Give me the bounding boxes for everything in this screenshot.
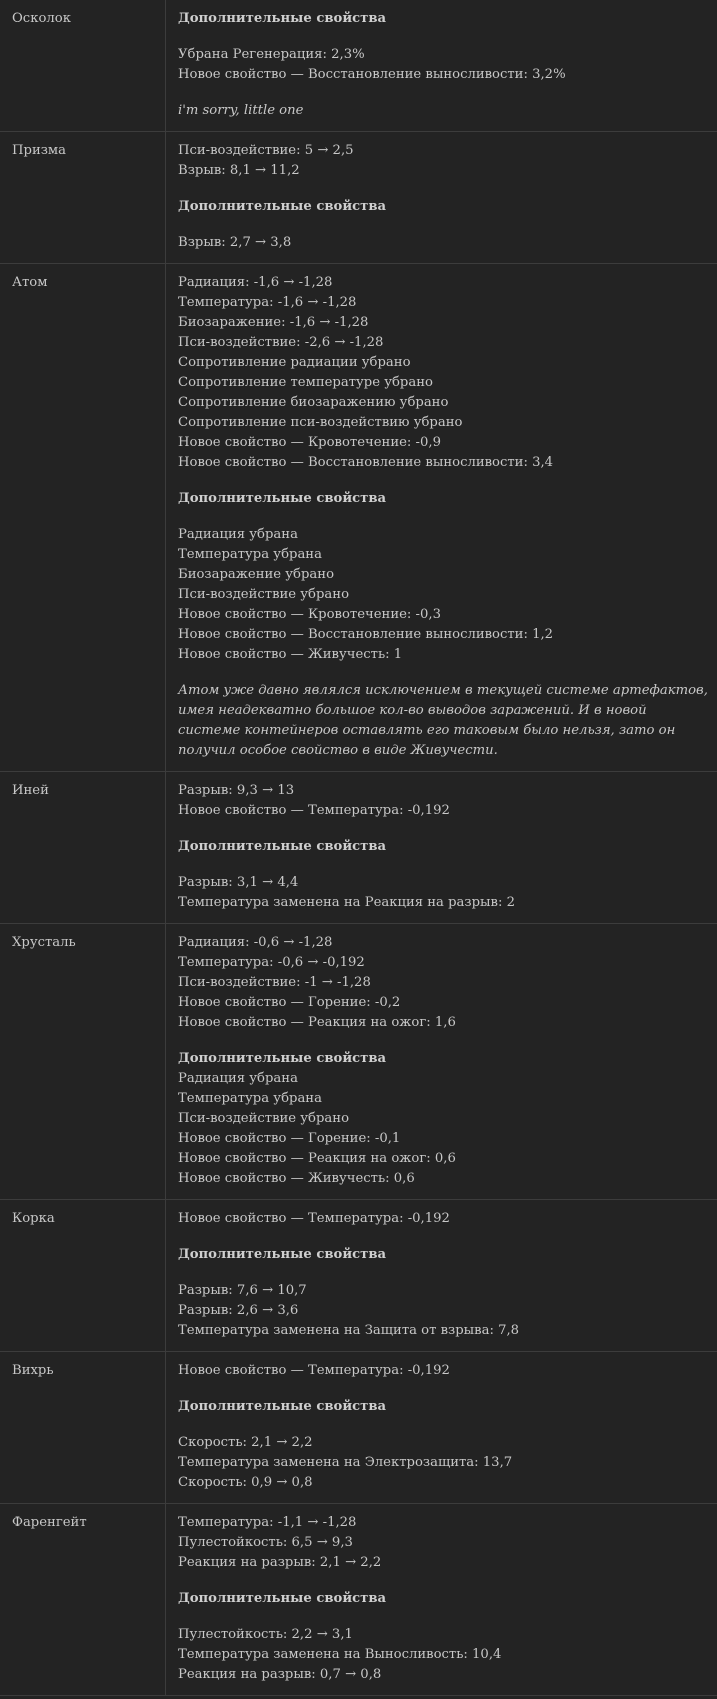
section-heading: Дополнительные свойства xyxy=(178,1591,387,1606)
property-line: Сопротивление температуре убрано xyxy=(178,375,433,390)
property-line: Новое свойство — Реакция на ожог: 0,6 xyxy=(178,1151,456,1166)
table-row xyxy=(0,132,717,264)
artifact-changes xyxy=(166,1200,717,1352)
property-line: Реакция на разрыв: 2,1 → 2,2 xyxy=(178,1555,382,1570)
property-line: Радиация убрана xyxy=(178,527,298,542)
property-line: Радиация: -1,6 → -1,28 xyxy=(178,275,333,290)
property-line: Пси-воздействие убрано xyxy=(178,587,350,602)
property-line: Температура заменена на Защита от взрыва: 7,8 xyxy=(178,1323,520,1338)
property-line: Температура: -1,6 → -1,28 xyxy=(178,295,357,310)
property-line: Новое свойство — Реакция на ожог: 1,6 xyxy=(178,1015,456,1030)
property-line: Температура заменена на Выносливость: 10,4 xyxy=(178,1647,502,1662)
property-line: Биозаражение убрано xyxy=(178,567,335,582)
property-line: Новое свойство — Живучесть: 1 xyxy=(178,647,403,662)
paragraph-gap xyxy=(178,29,711,45)
property-line: Убрана Регенерация: 2,3% xyxy=(178,47,365,62)
artifact-changes xyxy=(166,264,717,772)
artifact-changes xyxy=(166,1352,717,1504)
property-line: Пулестойкость: 6,5 → 9,3 xyxy=(178,1535,353,1550)
artifact-name: Иней xyxy=(0,772,166,924)
property-line: Новое свойство — Горение: -0,1 xyxy=(178,1131,401,1146)
property-line: Температура: -0,6 → -0,192 xyxy=(178,955,365,970)
section-heading: Дополнительные свойства xyxy=(178,1247,387,1262)
property-line: Новое свойство — Восстановление выносливости: 3,2% xyxy=(178,67,566,82)
property-line: Сопротивление радиации убрано xyxy=(178,355,411,370)
paragraph-gap xyxy=(178,85,711,101)
paragraph-gap xyxy=(178,665,711,681)
table-row xyxy=(0,772,717,924)
table-row xyxy=(0,1200,717,1352)
property-line: Пси-воздействие: 5 → 2,5 xyxy=(178,143,354,158)
property-line: Новое свойство — Температура: -0,192 xyxy=(178,1211,450,1226)
property-line: Новое свойство — Горение: -0,2 xyxy=(178,995,401,1010)
paragraph-gap xyxy=(178,1609,711,1625)
paragraph-gap xyxy=(178,473,711,489)
property-line: Скорость: 0,9 → 0,8 xyxy=(178,1475,313,1490)
section-heading: Дополнительные свойства xyxy=(178,199,387,214)
paragraph-gap xyxy=(178,1381,711,1397)
paragraph-gap xyxy=(178,1265,711,1281)
artifact-name: Атом xyxy=(0,264,166,772)
property-line: Новое свойство — Кровотечение: -0,9 xyxy=(178,435,441,450)
property-line: Пси-воздействие: -2,6 → -1,28 xyxy=(178,335,384,350)
paragraph-gap xyxy=(178,509,711,525)
property-line: Скорость: 2,1 → 2,2 xyxy=(178,1435,313,1450)
property-line: Пулестойкость: 2,2 → 3,1 xyxy=(178,1627,353,1642)
section-heading: Дополнительные свойства xyxy=(178,1399,387,1414)
property-line: Сопротивление биозаражению убрано xyxy=(178,395,449,410)
artifact-name: Призма xyxy=(0,132,166,264)
paragraph-gap xyxy=(178,217,711,233)
property-line: Новое свойство — Живучесть: 0,6 xyxy=(178,1171,415,1186)
property-line: Температура заменена на Электрозащита: 13,7 xyxy=(178,1455,513,1470)
section-heading: Дополнительные свойства xyxy=(178,839,387,854)
table-row xyxy=(0,264,717,772)
table-row xyxy=(0,0,717,132)
artifact-name: Осколок xyxy=(0,0,166,132)
property-line: Температура убрана xyxy=(178,1091,322,1106)
artifact-name: Вихрь xyxy=(0,1352,166,1504)
property-line: Радиация убрана xyxy=(178,1071,298,1086)
paragraph-gap xyxy=(178,1229,711,1245)
section-heading: Дополнительные свойства xyxy=(178,11,387,26)
property-line: Взрыв: 2,7 → 3,8 xyxy=(178,235,292,250)
property-line: Реакция на разрыв: 0,7 → 0,8 xyxy=(178,1667,382,1682)
artifact-name: Хрусталь xyxy=(0,924,166,1200)
property-line: Радиация: -0,6 → -1,28 xyxy=(178,935,333,950)
table-row xyxy=(0,924,717,1200)
property-line: Температура заменена на Реакция на разрыв: 2 xyxy=(178,895,515,910)
comment-note: Атом уже давно являлся исключением в текущей системе артефактов, имея неадекватно большое кол-во выводов заражений. И в новой системе контейнеров оставлять его таковым было нельзя, зато он получил особое свойство в виде Живучести. xyxy=(178,683,708,758)
artifact-changes xyxy=(166,924,717,1200)
property-line: Новое свойство — Температура: -0,192 xyxy=(178,803,450,818)
property-line: Новое свойство — Температура: -0,192 xyxy=(178,1363,450,1378)
artifact-changes xyxy=(166,772,717,924)
paragraph-gap xyxy=(178,1417,711,1433)
property-line: Новое свойство — Восстановление выносливости: 3,4 xyxy=(178,455,554,470)
artifact-changes xyxy=(166,0,717,132)
property-line: Температура убрана xyxy=(178,547,322,562)
property-line: Новое свойство — Кровотечение: -0,3 xyxy=(178,607,441,622)
paragraph-gap xyxy=(178,821,711,837)
paragraph-gap xyxy=(178,1033,711,1049)
property-line: Разрыв: 7,6 → 10,7 xyxy=(178,1283,307,1298)
section-heading: Дополнительные свойства xyxy=(178,491,387,506)
property-line: Биозаражение: -1,6 → -1,28 xyxy=(178,315,369,330)
artifact-changes xyxy=(166,1504,717,1696)
property-line: Разрыв: 9,3 → 13 xyxy=(178,783,295,798)
property-line: Разрыв: 3,1 → 4,4 xyxy=(178,875,299,890)
property-line: Пси-воздействие: -1 → -1,28 xyxy=(178,975,371,990)
property-line: Взрыв: 8,1 → 11,2 xyxy=(178,163,300,178)
table-row xyxy=(0,1352,717,1504)
property-line: Разрыв: 2,6 → 3,6 xyxy=(178,1303,299,1318)
artifact-name: Фаренгейт xyxy=(0,1504,166,1696)
paragraph-gap xyxy=(178,1573,711,1589)
property-line: Температура: -1,1 → -1,28 xyxy=(178,1515,357,1530)
paragraph-gap xyxy=(178,181,711,197)
artifact-name: Корка xyxy=(0,1200,166,1352)
property-line: Сопротивление пси-воздействию убрано xyxy=(178,415,463,430)
table-row xyxy=(0,1504,717,1696)
paragraph-gap xyxy=(178,857,711,873)
comment-note: i'm sorry, little one xyxy=(178,103,304,118)
property-line: Пси-воздействие убрано xyxy=(178,1111,350,1126)
section-heading: Дополнительные свойства xyxy=(178,1051,387,1066)
artifact-changes xyxy=(166,132,717,264)
property-line: Новое свойство — Восстановление выносливости: 1,2 xyxy=(178,627,554,642)
